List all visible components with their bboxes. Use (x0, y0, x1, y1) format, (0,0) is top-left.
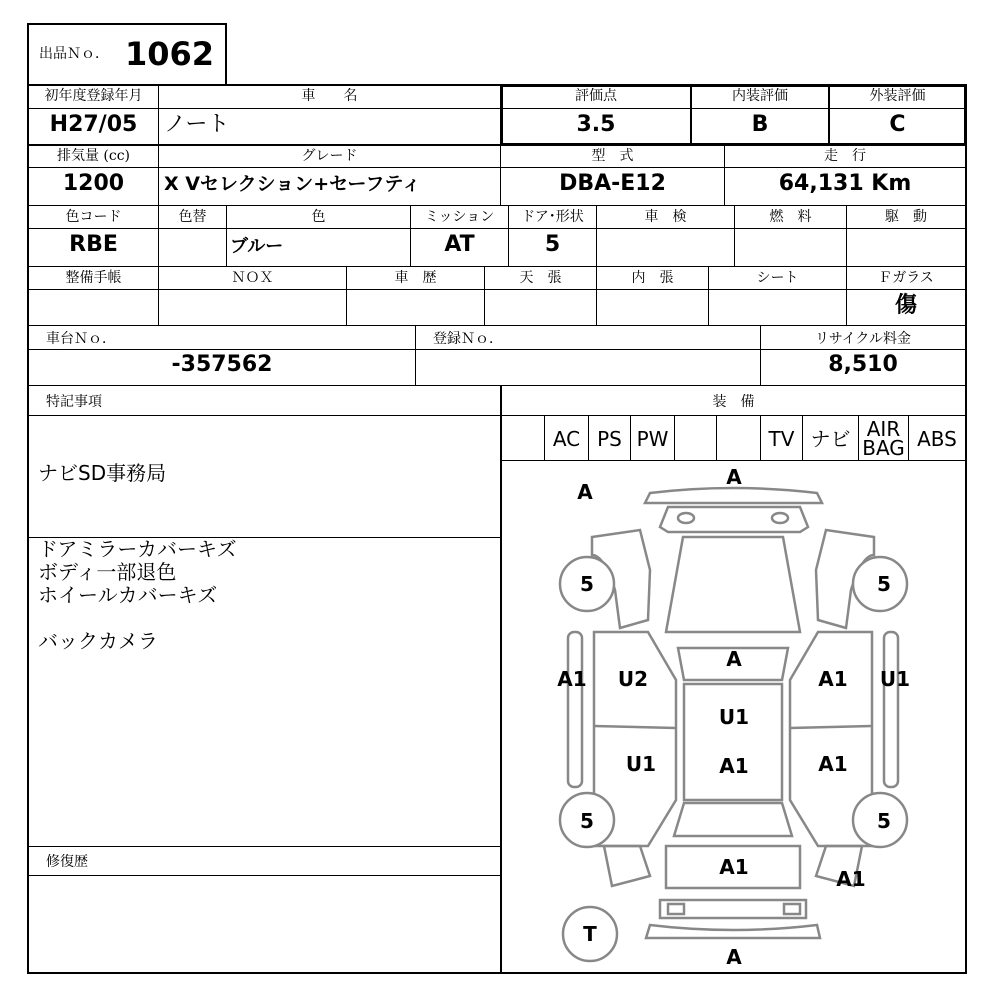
year-value: H27/05 (49, 112, 138, 137)
interior-trim-label: 内 張 (631, 270, 674, 286)
color-value: ブルー (230, 236, 284, 257)
displacement-value: 1200 (62, 171, 125, 196)
exterior-label: 外装評価 (869, 88, 926, 104)
mark-front-left: A (577, 480, 593, 504)
mark-right-rear-quarter: A1 (836, 867, 866, 891)
score-value: 3.5 (576, 112, 616, 137)
lot-number-box (27, 23, 227, 84)
fuel-label: 燃 料 (769, 209, 812, 225)
chassis-label: 車台Ｎｏ． (46, 331, 116, 347)
notes-list (38, 538, 237, 653)
mark-right-rear-door: A1 (818, 752, 848, 776)
repaint-value (159, 230, 226, 260)
windshield-label: Ｆガラス (878, 270, 934, 286)
drive-label: 駆 動 (885, 209, 927, 225)
maintenance-label: 整備手帳 (65, 270, 122, 286)
lot-number: 1062 (125, 35, 215, 73)
fuel-value (735, 230, 846, 260)
equipment-ac: AC (552, 427, 581, 451)
year-label: 初年度登録年月 (44, 88, 143, 104)
equipment-item (502, 418, 544, 460)
note-item (38, 607, 237, 630)
repair-history-label: 修復歴 (46, 854, 88, 870)
interior-label: 内装評価 (732, 88, 788, 104)
mark-right-front-door: A1 (818, 667, 848, 691)
transmission-label: ミッション (424, 209, 495, 225)
equipment-navi: ナビ (810, 427, 851, 451)
doors-value: 5 (544, 232, 561, 257)
recycle-value: 8,510 (828, 352, 898, 377)
mark-roof-lower: A1 (719, 754, 749, 778)
transmission-value: AT (444, 232, 475, 257)
color-code-label: 色コード (65, 209, 122, 225)
color-code-value: RBE (69, 232, 118, 257)
note-item: バックカメラ (38, 629, 158, 653)
chassis-value: -357562 (171, 352, 273, 377)
mark-left-pillar: A1 (557, 667, 587, 691)
model-value: DBA-E12 (559, 171, 666, 196)
mark-tire-fr: 5 (877, 572, 891, 596)
car-name-value: ノート (164, 112, 230, 137)
mark-trunk: A1 (719, 855, 749, 879)
mark-rear-bumper: A (726, 945, 742, 969)
mileage-label: 走 行 (824, 148, 866, 164)
recycle-label: リサイクル料金 (814, 331, 912, 347)
drive-value (847, 230, 965, 260)
doors-label: ドア･形状 (521, 209, 584, 225)
displacement-label: 排気量 (cc) (56, 148, 131, 164)
notes-line-1: ナビSD事務局 (38, 461, 167, 485)
mark-tire-rr: 5 (877, 809, 891, 833)
grade-value: X Vセレクション+セーフティ (164, 173, 421, 195)
equipment-abs: ABS (917, 427, 957, 451)
roof-value (485, 291, 596, 321)
mark-tire-rl: 5 (580, 809, 594, 833)
grade-label: グレード (301, 148, 358, 164)
exterior-value: C (889, 112, 906, 137)
registration-label: 登録Ｎｏ． (433, 331, 503, 347)
equipment-pw: PW (636, 427, 669, 451)
roof-label: 天 張 (519, 270, 562, 286)
note-item: ホイールカバーキズ (38, 583, 218, 607)
equipment-airbag: AIR BAG (862, 417, 905, 460)
seat-label: シート (756, 270, 799, 286)
color-label: 色 (311, 209, 326, 225)
equipment-item (717, 418, 760, 460)
mark-front-bumper: A (726, 465, 742, 489)
history-label: 車 歴 (394, 270, 437, 286)
interior-value: B (751, 112, 769, 137)
repaint-label: 色替 (178, 209, 207, 225)
interior-trim-value (597, 291, 708, 321)
windshield-value: 傷 (894, 293, 917, 318)
note-item: ドアミラーカバーキズ (38, 537, 237, 561)
mark-right-pillar: U1 (879, 667, 911, 691)
model-label: 型 式 (591, 148, 634, 164)
lot-label: 出品Ｎｏ． (39, 46, 109, 62)
inspection-value (597, 230, 734, 260)
car-name-label: 車 名 (301, 88, 358, 104)
equipment-tv: TV (768, 427, 795, 451)
mark-left-front-door: U2 (617, 667, 649, 691)
seat-value (709, 291, 846, 321)
maintenance-value (29, 291, 158, 321)
notes-label: 特記事項 (46, 394, 102, 410)
mark-roof-upper: U1 (718, 705, 750, 729)
equipment-label: 装 備 (712, 394, 755, 410)
history-value (347, 291, 484, 321)
registration-value (416, 350, 760, 380)
note-item: ボディ一部退色 (38, 560, 177, 584)
mileage-value: 64,131 Km (778, 171, 912, 196)
equipment-ps: PS (597, 427, 622, 451)
equipment-item (675, 418, 716, 460)
score-label: 評価点 (575, 88, 617, 104)
mark-left-rear-door: U1 (625, 752, 657, 776)
mark-tire-fl: 5 (580, 572, 594, 596)
mark-windshield: A (726, 647, 742, 671)
nox-value (159, 291, 346, 321)
mark-spare-tire: T (583, 922, 597, 946)
nox-label: ＮＯＸ (231, 270, 274, 286)
inspection-label: 車 検 (644, 209, 687, 225)
